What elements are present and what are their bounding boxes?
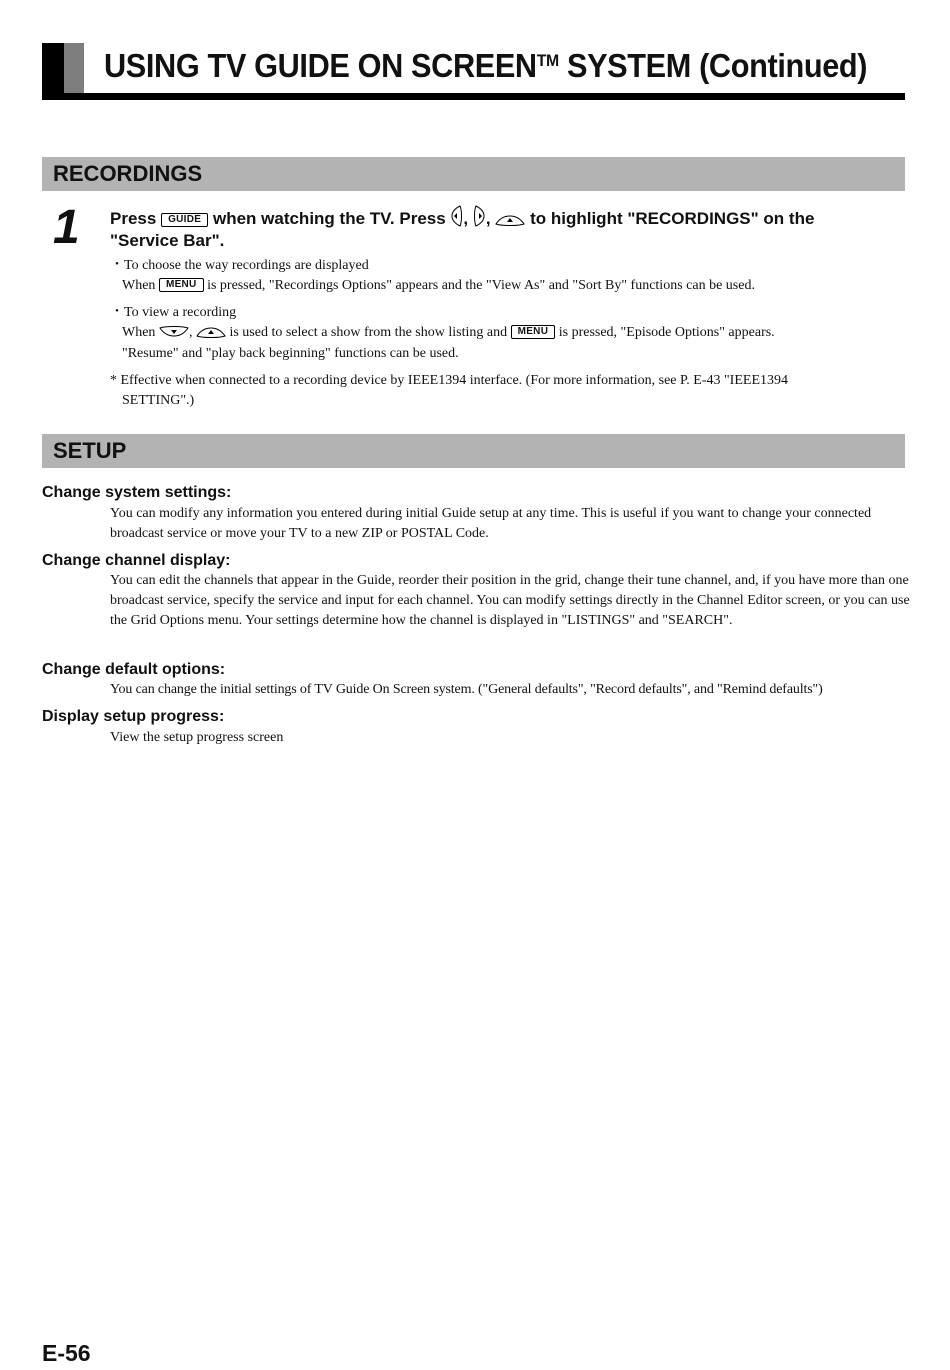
setup-section-bar [42,434,905,468]
step-text-press: Press [110,209,157,228]
title-main: USING TV GUIDE ON SCREEN [104,47,537,84]
guide-button-icon: GUIDE [161,213,208,227]
bullet1-rest: is pressed, "Recordings Options" appears and the "View As" and "Sort By" functions can be used. [207,278,755,293]
bullet1-when: When [122,278,156,293]
step-number: 1 [53,201,80,254]
note-line-1: * Effective when connected to a recording device by IEEE1394 interface. (For more information, see P. E-43 "IEEE1394 [110,373,788,388]
page-number: E-56 [42,1340,91,1366]
bullet2-title: ・To view a recording [110,305,237,320]
down-arrow-button-icon [159,325,189,339]
up-arrow-button-icon [495,213,525,227]
step-text-highlight: to highlight "RECORDINGS" on the [530,209,815,228]
bullet2-when: When [122,325,156,340]
comma-sep: , [485,209,491,228]
left-arrow-button-icon [450,205,463,227]
menu-button-icon: MENU [159,278,204,292]
page-header [42,43,905,100]
title-rest: SYSTEM (Continued) [558,47,868,84]
note-line-2: SETTING".) [122,393,195,408]
bullet2-line2: "Resume" and "play back beginning" functions can be used. [122,346,459,361]
setup-heading-channel: Change channel display: [42,552,231,569]
step-instruction [110,205,900,252]
setup-heading-defaults: Change default options: [42,661,226,678]
page-title [104,47,867,85]
step-text-watching: when watching the TV. Press [212,209,446,228]
up-arrow-button-icon [196,325,226,339]
header-black-block [42,43,64,93]
setup-text-system: You can modify any information you entered during initial Guide setup at any time. This is useful if you want to change your connected broadcast service or move your TV to a new ZIP or POSTAL Code. [110,506,872,541]
setup-section-title: SETUP [53,438,127,463]
bullet2-detail [122,323,775,343]
step-text-service-bar: "Service Bar". [110,231,225,250]
setup-heading-system: Change system settings: [42,484,232,501]
setup-text-channel: You can edit the channels that appear in the Guide, reorder their position in the grid, change their tune channel, and, if you have more than one broadcast service, specify the service and input for each channel. You can modify settings directly in the Channel Editor screen, or you can use the Grid Options menu. Your settings determine how the channel is displayed in "LISTINGS" and "SEARCH". [110,573,910,628]
bullet2-mid: is used to select a show from the show listing and [229,325,508,340]
menu-button-icon: MENU [511,325,556,339]
trademark-mark: TM [536,51,559,70]
recordings-section-title: RECORDINGS [53,161,203,186]
bullet2-rest: is pressed, "Episode Options" appears. [558,325,775,340]
header-gray-block [64,43,84,93]
setup-heading-progress: Display setup progress: [42,708,225,725]
bullet1-detail [122,276,755,296]
comma-sep: , [188,325,193,340]
right-arrow-button-icon [473,205,486,227]
setup-text-defaults: You can change the initial settings of TV Guide On Screen system. ("General defaults", "Record defaults", and "Remind defaults") [110,682,823,697]
bullet1-title: ・To choose the way recordings are displayed [110,258,369,273]
recordings-section-bar [42,157,905,191]
setup-text-progress: View the setup progress screen [110,730,284,745]
comma-sep: , [463,209,469,228]
header-rule [42,93,905,100]
